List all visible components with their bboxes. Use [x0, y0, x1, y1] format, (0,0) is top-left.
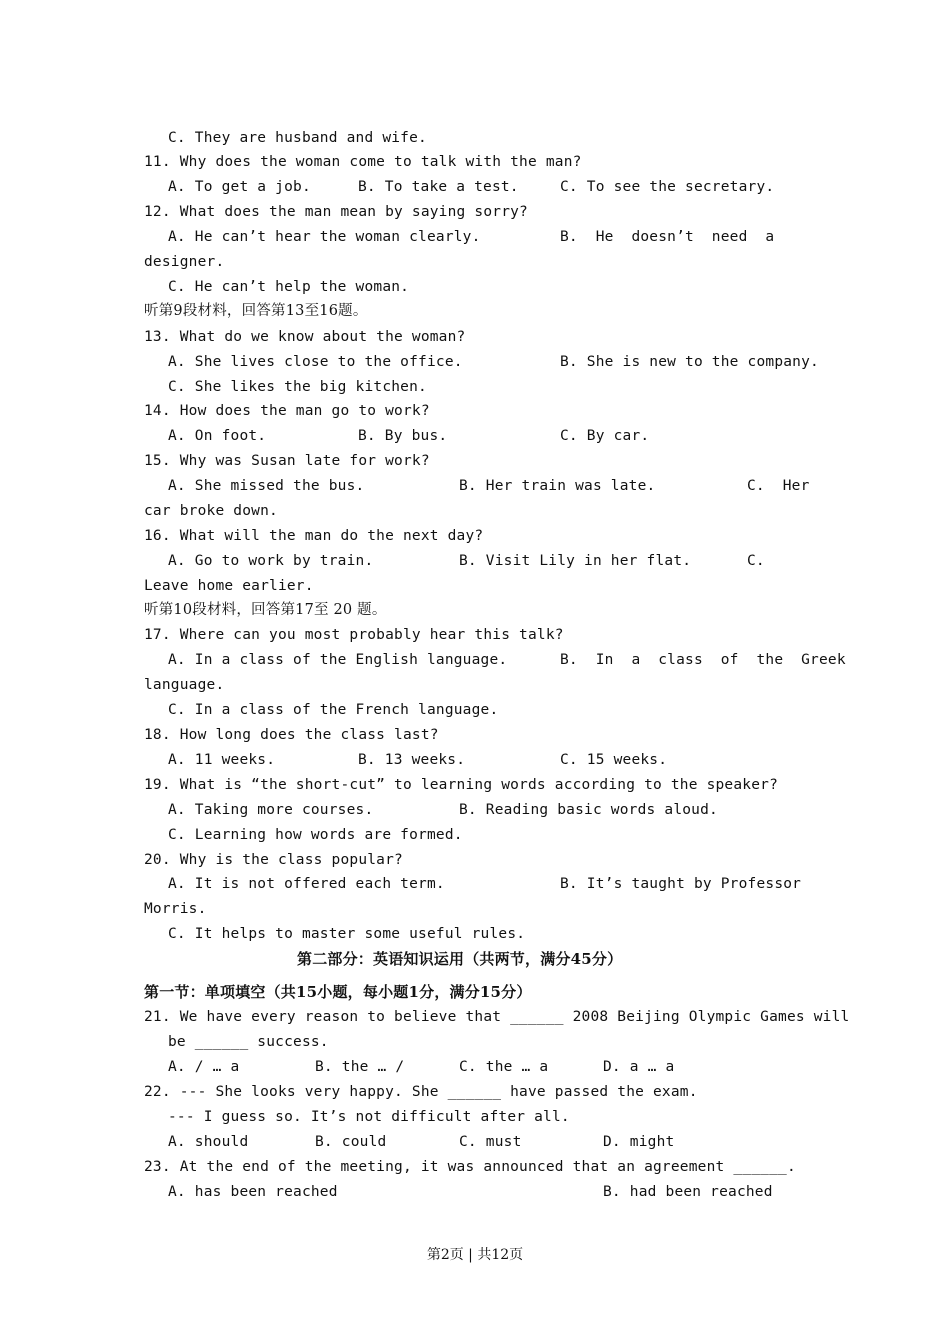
- option-c: C. the … a: [459, 1059, 549, 1075]
- page-footer: 第2页 | 共12页: [426, 1247, 524, 1263]
- question-continuation: be ______ success.: [168, 1034, 329, 1050]
- option-continuation: designer.: [144, 254, 225, 270]
- option-a: A. should: [168, 1134, 249, 1150]
- option-c: C.: [747, 553, 765, 569]
- option-a: A. She missed the bus.: [168, 478, 365, 494]
- option-c: C. 15 weeks.: [560, 752, 668, 768]
- option-a: A. It is not offered each term.: [168, 876, 445, 892]
- question-20: 20. Why is the class popular?: [144, 852, 403, 868]
- option-b: B. 13 weeks.: [358, 752, 466, 768]
- question-12: 12. What does the man mean by saying sorry?: [144, 204, 528, 220]
- option-b: B. She is new to the company.: [560, 354, 819, 370]
- option-a: A. On foot.: [168, 428, 267, 444]
- option-c: C. She likes the big kitchen.: [168, 379, 427, 395]
- option-c: C. must: [459, 1134, 522, 1150]
- option-b: B. He doesn’t need a: [560, 229, 775, 245]
- option-c: C. Learning how words are formed.: [168, 827, 463, 843]
- option-a: A. He can’t hear the woman clearly.: [168, 229, 481, 245]
- option-b: B. the … /: [315, 1059, 405, 1075]
- option-c: C. To see the secretary.: [560, 179, 775, 195]
- option-d: D. might: [603, 1134, 675, 1150]
- option-a: A. In a class of the English language.: [168, 652, 508, 668]
- option-a: A. 11 weeks.: [168, 752, 276, 768]
- option-b: B. By bus.: [358, 428, 448, 444]
- option-a: A. She lives close to the office.: [168, 354, 463, 370]
- option-b: B. Her train was late.: [459, 478, 656, 494]
- option-a: A. / … a: [168, 1059, 240, 1075]
- option-continuation: Morris.: [144, 901, 207, 917]
- option-b: B. Reading basic words aloud.: [459, 802, 718, 818]
- section-instruction: 听第9段材料，回答第13至16题。: [144, 303, 368, 319]
- option-c: C. He can’t help the woman.: [168, 279, 410, 295]
- option-c: C. It helps to master some useful rules.: [168, 926, 526, 942]
- part-heading: 第二部分：英语知识运用（共两节，满分45分）: [297, 950, 623, 968]
- option-continuation: Leave home earlier.: [144, 578, 314, 594]
- question-continuation: --- I guess so. It’s not difficult after all.: [168, 1109, 570, 1125]
- option-b: B. could: [315, 1134, 387, 1150]
- question-11: 11. Why does the woman come to talk with the man?: [144, 154, 582, 170]
- question-16: 16. What will the man do the next day?: [144, 528, 484, 544]
- option-c: C. In a class of the French language.: [168, 702, 499, 718]
- option-a: A. To get a job.: [168, 179, 311, 195]
- section-instruction: 听第10段材料，回答第17至 20 题。: [144, 602, 387, 618]
- option-c: C. Her: [747, 478, 810, 494]
- question-15: 15. Why was Susan late for work?: [144, 453, 430, 469]
- option-b: B. had been reached: [603, 1184, 773, 1200]
- question-13: 13. What do we know about the woman?: [144, 329, 466, 345]
- option-continuation: language.: [144, 677, 225, 693]
- question-14: 14. How does the man go to work?: [144, 403, 430, 419]
- question-17: 17. Where can you most probably hear this talk?: [144, 627, 564, 643]
- option-b: B. Visit Lily in her flat.: [459, 553, 692, 569]
- option-a: A. Taking more courses.: [168, 802, 374, 818]
- question-23: 23. At the end of the meeting, it was announced that an agreement ______.: [144, 1159, 796, 1175]
- option-a: A. has been reached: [168, 1184, 338, 1200]
- option-c: C. By car.: [560, 428, 650, 444]
- question-18: 18. How long does the class last?: [144, 727, 439, 743]
- question-21: 21. We have every reason to believe that ______ 2008 Beijing Olympic Games will: [144, 1009, 850, 1025]
- section-heading: 第一节：单项填空（共15小题，每小题1分，满分15分）: [144, 983, 532, 1001]
- option-line: C. They are husband and wife.: [168, 130, 427, 146]
- option-b: B. In a class of the Greek: [560, 652, 846, 668]
- option-b: B. It’s taught by Professor: [560, 876, 802, 892]
- option-d: D. a … a: [603, 1059, 675, 1075]
- option-a: A. Go to work by train.: [168, 553, 374, 569]
- option-continuation: car broke down.: [144, 503, 278, 519]
- question-22: 22. --- She looks very happy. She ______ have passed the exam.: [144, 1084, 698, 1100]
- option-b: B. To take a test.: [358, 179, 519, 195]
- question-19: 19. What is “the short-cut” to learning words according to the speaker?: [144, 777, 779, 793]
